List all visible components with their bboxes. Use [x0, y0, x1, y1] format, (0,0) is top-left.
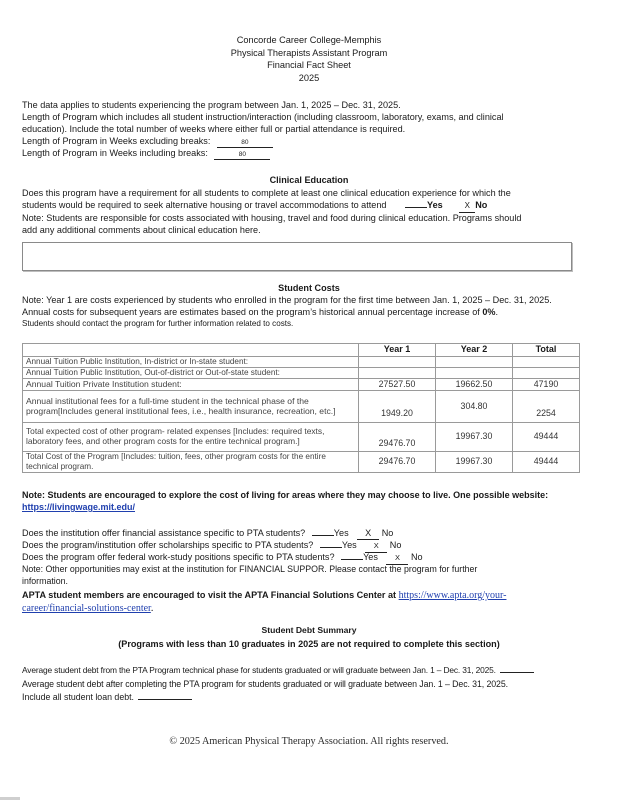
intro-line-1: The data applies to students experiencing the program between Jan. 1, 2025 – Dec. 31, 2025. — [22, 100, 401, 110]
livingwage-link[interactable]: https://livingwage.mit.edu/ — [22, 502, 136, 512]
program-name: Physical Therapists Assistant Program — [230, 47, 388, 58]
document-title: Financial Fact Sheet — [267, 60, 351, 70]
work-study-yes-mark[interactable] — [341, 559, 363, 560]
column-header-year-2: Year 2 — [436, 344, 513, 357]
year-2-value — [436, 357, 513, 368]
year-2-value — [436, 368, 513, 379]
year-1-value: 29476.70 — [359, 452, 436, 473]
financial-assistance-no-mark[interactable]: X — [357, 527, 379, 540]
table-row — [23, 423, 580, 452]
apta-notice-row — [22, 589, 612, 602]
weeks-excluding-field[interactable]: 80 — [217, 139, 273, 148]
financial-support-note-line-1: Note: Other opportunities may exist at the institution for FINANCIAL SUPPOR. Please contact the program for further — [22, 564, 478, 574]
column-header-total: Total — [513, 344, 580, 357]
clinical-no-mark[interactable]: X — [459, 200, 475, 213]
weeks-including-field[interactable]: 80 — [214, 151, 270, 160]
annual-increase-percent: 0% — [482, 307, 496, 317]
student-costs-note-line-3: Students should contact the program for further information related to costs. — [22, 319, 294, 328]
scholarships-yes-mark[interactable] — [320, 547, 342, 548]
clinical-yes-mark[interactable] — [405, 207, 427, 208]
clinical-question-line-2: students would be required to seek alternative housing or travel accommodations to attend — [22, 200, 387, 210]
debt-include-loans-row — [22, 691, 612, 703]
total-value: 49444 — [513, 423, 580, 452]
question-text: Does the program/institution offer scholarships specific to PTA students? — [22, 540, 314, 550]
table-header-row — [23, 344, 580, 357]
no-label: No — [389, 540, 402, 550]
column-header-label — [23, 344, 359, 357]
clinical-note-line-2: add any additional comments about clinical education here. — [22, 225, 261, 235]
copyright-notice: © 2025 American Physical Therapy Association. All rights reserved. — [169, 736, 449, 747]
question-text: Does the institution offer financial assistance specific to PTA students? — [22, 528, 306, 538]
student-costs-note-line-2 — [22, 306, 612, 318]
table-row — [23, 357, 580, 368]
document-year: 2025 — [298, 72, 320, 83]
table-row — [23, 379, 580, 391]
weeks-including-breaks-row — [22, 147, 612, 160]
total-value — [513, 368, 580, 379]
total-value: 2254 — [513, 391, 580, 423]
total-value — [513, 357, 580, 368]
institution-name: Concorde Career College-Memphis — [236, 35, 382, 45]
year-1-value: 1949.20 — [359, 391, 436, 423]
apta-financial-center-link[interactable]: https://www.apta.org/your- — [398, 590, 507, 601]
clinical-note-line-1: Note: Students are responsible for costs associated with housing, travel and food during clinical education. Programs should — [22, 213, 522, 223]
debt-summary-subheading: (Programs with less than 10 graduates in 2025 are not required to complete this section) — [118, 639, 500, 649]
clinical-comments-box[interactable] — [22, 242, 572, 271]
debt-technical-phase-text: Average student debt from the PTA Program technical phase for students graduated or will graduate between Jan. 1 – Dec. 31, 2025. — [22, 665, 496, 675]
no-label: No — [410, 552, 423, 562]
weeks-including-label: Length of Program in Weeks including breaks: — [22, 148, 208, 158]
yes-label: Yes — [363, 552, 378, 562]
student-costs-table — [22, 343, 580, 473]
row-label: Total expected cost of other program- related expenses [Includes: required texts, laboratory fees, and other program costs for the entire technical program.] — [23, 423, 359, 452]
row-label: Annual institutional fees for a full-time student in the technical phase of the program[Includes general institutional fees, i.e., health insurance, recreation, etc.] — [23, 391, 359, 423]
table-row — [23, 452, 580, 473]
no-label: No — [381, 528, 394, 538]
student-costs-heading: Student Costs — [278, 283, 340, 293]
financial-assistance-yes-mark[interactable] — [312, 535, 334, 536]
debt-after-completion-field[interactable] — [138, 699, 192, 700]
cost-of-living-link-row — [22, 501, 612, 513]
clinical-education-heading: Clinical Education — [269, 175, 349, 185]
student-costs-note-line-1: Note: Year 1 are costs experienced by students who enrolled in the program for the first time between Jan. 1, 2025 – Dec. 31, 2025. — [22, 295, 552, 305]
weeks-excluding-label: Length of Program in Weeks excluding breaks: — [22, 136, 211, 146]
question-text: Does the program offer federal work-study positions specific to PTA students? — [22, 552, 335, 562]
apta-financial-center-link-cont[interactable]: career/financial-solutions-center — [22, 603, 151, 614]
document-header — [0, 34, 618, 84]
year-2-value: 19662.50 — [436, 379, 513, 391]
table-row — [23, 368, 580, 379]
work-study-no-mark[interactable]: X — [386, 552, 408, 565]
year-1-value — [359, 368, 436, 379]
row-label: Annual Tuition Public Institution, In-district or In-state student: — [23, 357, 359, 368]
debt-after-completion-text: Average student debt after completing the PTA program for students graduated or will graduate between Jan. 1 – Dec. 31, 2025. — [22, 679, 508, 689]
student-costs-note-text: Annual costs for subsequent years are estimates based on the program’s historical annual percentage increase of — [22, 307, 483, 317]
clinical-yes-label: Yes — [427, 200, 443, 210]
year-1-value: 27527.50 — [359, 379, 436, 391]
financial-support-note-line-2: information. — [22, 576, 68, 586]
clinical-no-label: No — [475, 200, 488, 210]
year-2-value: 19967.30 — [436, 452, 513, 473]
total-value: 47190 — [513, 379, 580, 391]
yes-label: Yes — [333, 528, 349, 538]
row-label: Total Cost of the Program [Includes: tuition, fees, other program costs for the entire technical program. — [23, 452, 359, 473]
year-1-value — [359, 357, 436, 368]
clinical-question-line-1: Does this program have a requirement for all students to complete at least one clinical education experience for which the — [22, 188, 511, 198]
intro-line-3: education). Include the total number of weeks where either full or partial attendance is required. — [22, 124, 406, 134]
row-label: Annual Tuition Private Institution student: — [23, 379, 359, 391]
scholarships-no-mark[interactable]: X — [365, 540, 387, 553]
year-2-value: 304.80 — [436, 391, 513, 423]
period: . — [495, 307, 499, 317]
debt-technical-phase-row — [22, 664, 612, 676]
yes-label: Yes — [341, 540, 357, 550]
cost-of-living-note: Note: Students are encouraged to explore the cost of living for areas where they may choose to live. One possible website: — [22, 490, 549, 500]
year-2-value: 19967.30 — [436, 423, 513, 452]
debt-summary-heading: Student Debt Summary — [261, 625, 357, 635]
apta-notice-text: APTA student members are encouraged to visit the APTA Financial Solutions Center at — [22, 590, 399, 600]
debt-include-loans-text: Include all student loan debt. — [22, 692, 134, 702]
intro-line-2: Length of Program which includes all student instruction/interaction (including classroom, laboratory, exams, and clinical — [22, 112, 504, 122]
column-header-year-1: Year 1 — [359, 344, 436, 357]
period: . — [150, 603, 154, 614]
total-value: 49444 — [513, 452, 580, 473]
table-row — [23, 391, 580, 423]
apta-link-row-2 — [22, 602, 612, 615]
year-1-value: 29476.70 — [359, 423, 436, 452]
debt-technical-phase-field[interactable] — [500, 672, 534, 673]
row-label: Annual Tuition Public Institution, Out-of-district or Out-of-state student: — [23, 368, 359, 379]
